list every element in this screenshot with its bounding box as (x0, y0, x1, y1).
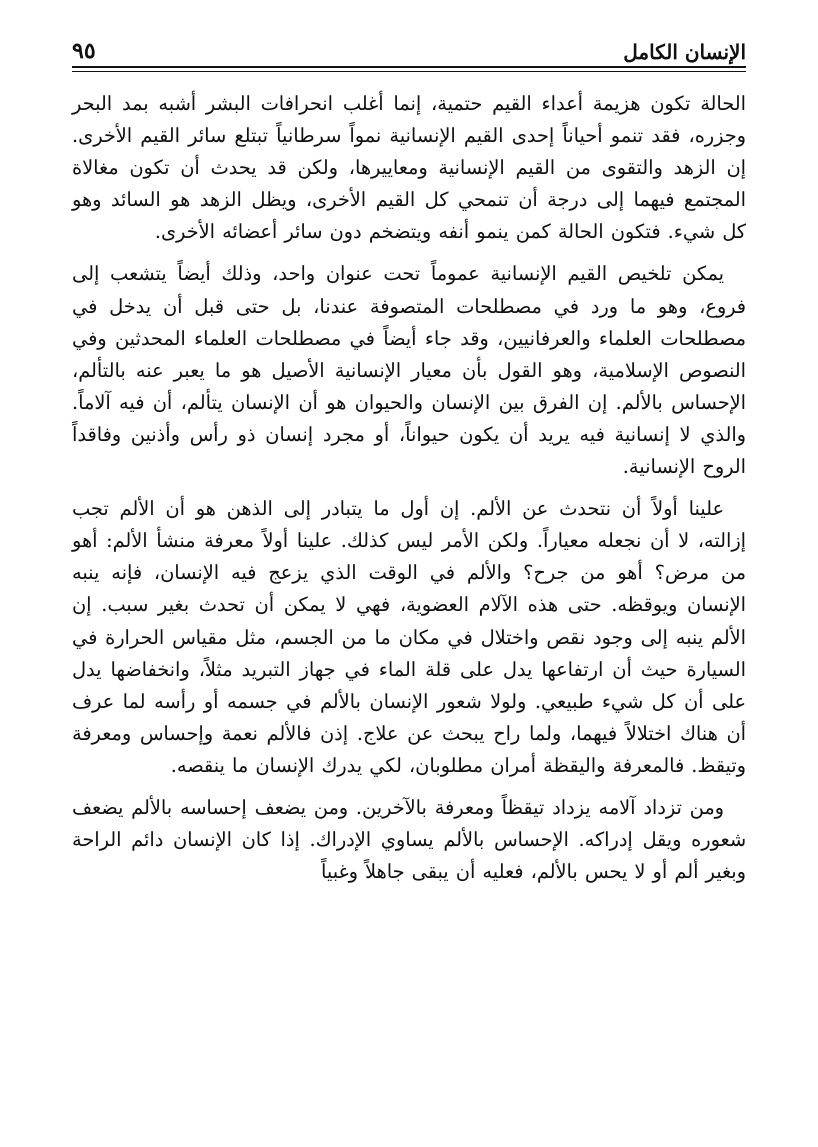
page-number: ٩٥ (72, 38, 96, 64)
paragraph-3: علينا أولاً أن نتحدث عن الألم. إن أول ما يتبادر إلى الذهن هو أن الألم تجب إزالته، لا أن نجعله معياراً. ولكن الأمر ليس كذلك. علينا أولاً معرفة منشأ الألم: أهو من مرض؟ أهو من جرح؟ والألم في الوقت الذي يزعج فيه الإنسان، فإنه ينبه الإنسان ويوقظه. حتى هذه الآلام العضوية، فهي لا يمكن أن تحدث بغير سبب. إن الألم ينبه إلى وجود نقص واختلال في مكان ما من الجسم، مثل مقياس الحرارة في السيارة حيث أن ارتفاعها يدل على قلة الماء في جهاز التبريد مثلاً، وانخفاضها يدل على أن كل شيء طبيعي. ولولا شعور الإنسان بالألم في جسمه أو رأسه لما عرف أن هناك اختلالاً فيهما، ولما راح يبحث عن علاج. إذن فالألم نعمة وإحساس ومعرفة وتيقظ. فالمعرفة واليقظة أمران مطلوبان، لكي يدرك الإنسان ما ينقصه. (72, 497, 746, 777)
paragraph-2: يمكن تلخيص القيم الإنسانية عموماً تحت عنوان واحد، وذلك أيضاً يتشعب إلى فروع، وهو ما ورد في مصطلحات المتصوفة عندنا، بل حتى قبل أن يدخل في مصطلحات العلماء والعرفانيين، وقد جاء أيضاً في مصطلحات العلماء المحدثين وفي النصوص الإسلامية، وهو القول بأن معيار الإنسانية الأصيل هو ما يعبر عنه بالتألم، الإحساس بالألم. إن الفرق بين الإنسان والحيوان هو أن الإنسان يتألم، أن فيه آلاماً. والذي لا إنسانية فيه يريد أن يكون حيواناً، أو مجرد إنسان ذو رأس وأذنين وفاقداً الروح الإنسانية. (72, 262, 746, 479)
header-rule-thin (72, 71, 746, 72)
header-rule-thick (72, 66, 746, 68)
running-title: الإنسان الكامل (623, 40, 746, 64)
page-header (72, 22, 746, 64)
paragraph-1: الحالة تكون هزيمة أعداء القيم حتمية، إنما أغلب انحرافات البشر أشبه بمد البحر وجزره، فقد تنمو أحياناً إحدى القيم الإنسانية نمواً سرطانياً تبتلع سائر القيم الأخرى. إن الزهد والتقوى من القيم الإنسانية ومعاييرها، ولكن قد يحدث أن تكون مغالاة المجتمع فيهما إلى درجة أن تنمحي كل القيم الأخرى، ويظل الزهد هو السائد وهو كل شيء. فتكون الحالة كمن ينمو أنفه ويتضخم دون سائر أعضائه الأخرى. (72, 92, 746, 244)
paragraph-4: ومن تزداد آلامه يزداد تيقظاً ومعرفة بالآخرين. ومن يضعف إحساسه بالألم يضعف شعوره ويقل إدراكه. الإحساس بالألم يساوي الإدراك. إذا كان الإنسان دائم الراحة وبغير ألم أو لا يحس بالألم، فعليه أن يبقى جاهلاً وغبياً (72, 795, 746, 884)
page-body (72, 88, 746, 898)
